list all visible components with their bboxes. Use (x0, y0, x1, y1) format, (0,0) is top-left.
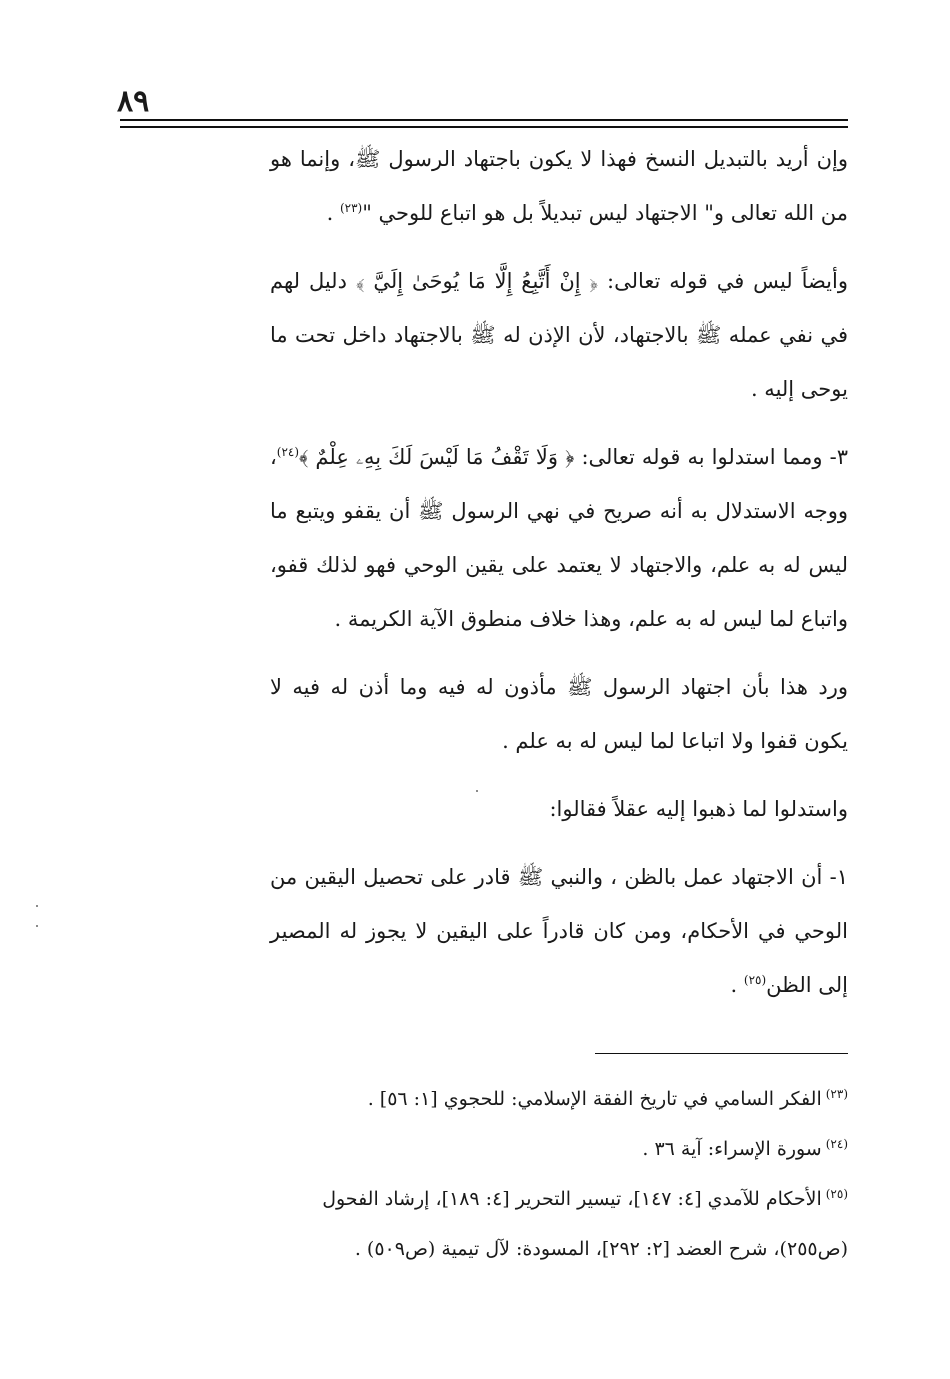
paragraph-2: وأيضاً ليس في قوله تعالى: ﴿ إِنْ أَتَّبِعُ إِلَّا مَا يُوحَىٰ إِلَيَّ ﴾ دليل لهم في نفي عمله ﷺ بالاجتهاد، لأن الإذن له ﷺ بالاجتهاد داخل تحت ما يوحى إليه . (270, 269, 848, 401)
header-rule-double (120, 126, 848, 128)
footnotes (270, 1074, 848, 1274)
paragraph-5: واستدلوا لما ذهبوا إليه عقلاً فقالوا: (549, 797, 848, 821)
page-number: ٨٩ (117, 84, 150, 119)
footnote-ref-23[interactable]: (٢٣) (339, 201, 363, 215)
paragraph-1: وإن أريد بالتبديل النسخ فهذا لا يكون باجتهاد الرسول ﷺ، وإنما هو من الله تعالى و" الاجتهاد ليس تبديلاً بل هو اتباع للوحي "$^{(٢٣)}$ . (270, 147, 848, 225)
footnote-text: الفكر السامي في تاريخ الفقة الإسلامي: للحجوي [١: ٥٦] . (367, 1088, 822, 1110)
footnote-text: سورة الإسراء: آية ٣٦ . (642, 1138, 822, 1160)
footnote-mark: (٢٤) (825, 1136, 848, 1151)
paragraph-6: ١- أن الاجتهاد عمل بالظن ، والنبي ﷺ قادر على تحصيل اليقين من الوحي في الأحكام، ومن كان قادراً على اليقين لا يجوز له المصير إلى الظن$^{(٢٥)}$ . (270, 865, 848, 997)
paragraph-4: ورد هذا بأن اجتهاد الرسول ﷺ مأذون له فيه وما أذن له فيه لا يكون قفوا ولا اتباعا لما ليس له به علم . (270, 675, 848, 753)
footnote-mark: (٢٣) (825, 1086, 848, 1101)
footnote-text: الأحكام للآمدي [٤: ١٤٧]، تيسير التحرير [٤: ١٨٩]، إرشاد الفحول (ص٢٥٥)، شرح العضد [٢: ٢٩٢]، المسودة: لآل تيمية (ص٥٠٩) . (322, 1188, 848, 1260)
footnote-24 (270, 1124, 848, 1174)
header-rule (120, 119, 848, 121)
main-text (270, 132, 848, 1026)
footnote-25 (270, 1174, 848, 1274)
footnote-mark: (٢٥) (825, 1186, 848, 1201)
scan-speck (476, 790, 478, 792)
footnote-23 (270, 1074, 848, 1124)
scan-speck (36, 905, 38, 907)
paragraph-3: ٣- ومما استدلوا به قوله تعالى: ﴿ وَلَا تَقْفُ مَا لَيْسَ لَكَ بِهِۦ عِلْمٌ ﴾$^{(٢٤)}$، ووجه الاستدلال به أنه صريح في نهي الرسول ﷺ أن يقفو ويتبع ما ليس له به علم، والاجتهاد لا يعتمد على يقين الوحي فهو لذلك قفو، واتباع لما ليس له به علم، وهذا خلاف منطوق الآية الكريمة . (270, 445, 848, 631)
footnote-ref-25[interactable]: (٢٥) (743, 973, 767, 987)
scan-speck (36, 925, 38, 927)
footnote-rule (595, 1053, 848, 1054)
footnote-ref-24[interactable]: (٢٤) (276, 445, 300, 459)
